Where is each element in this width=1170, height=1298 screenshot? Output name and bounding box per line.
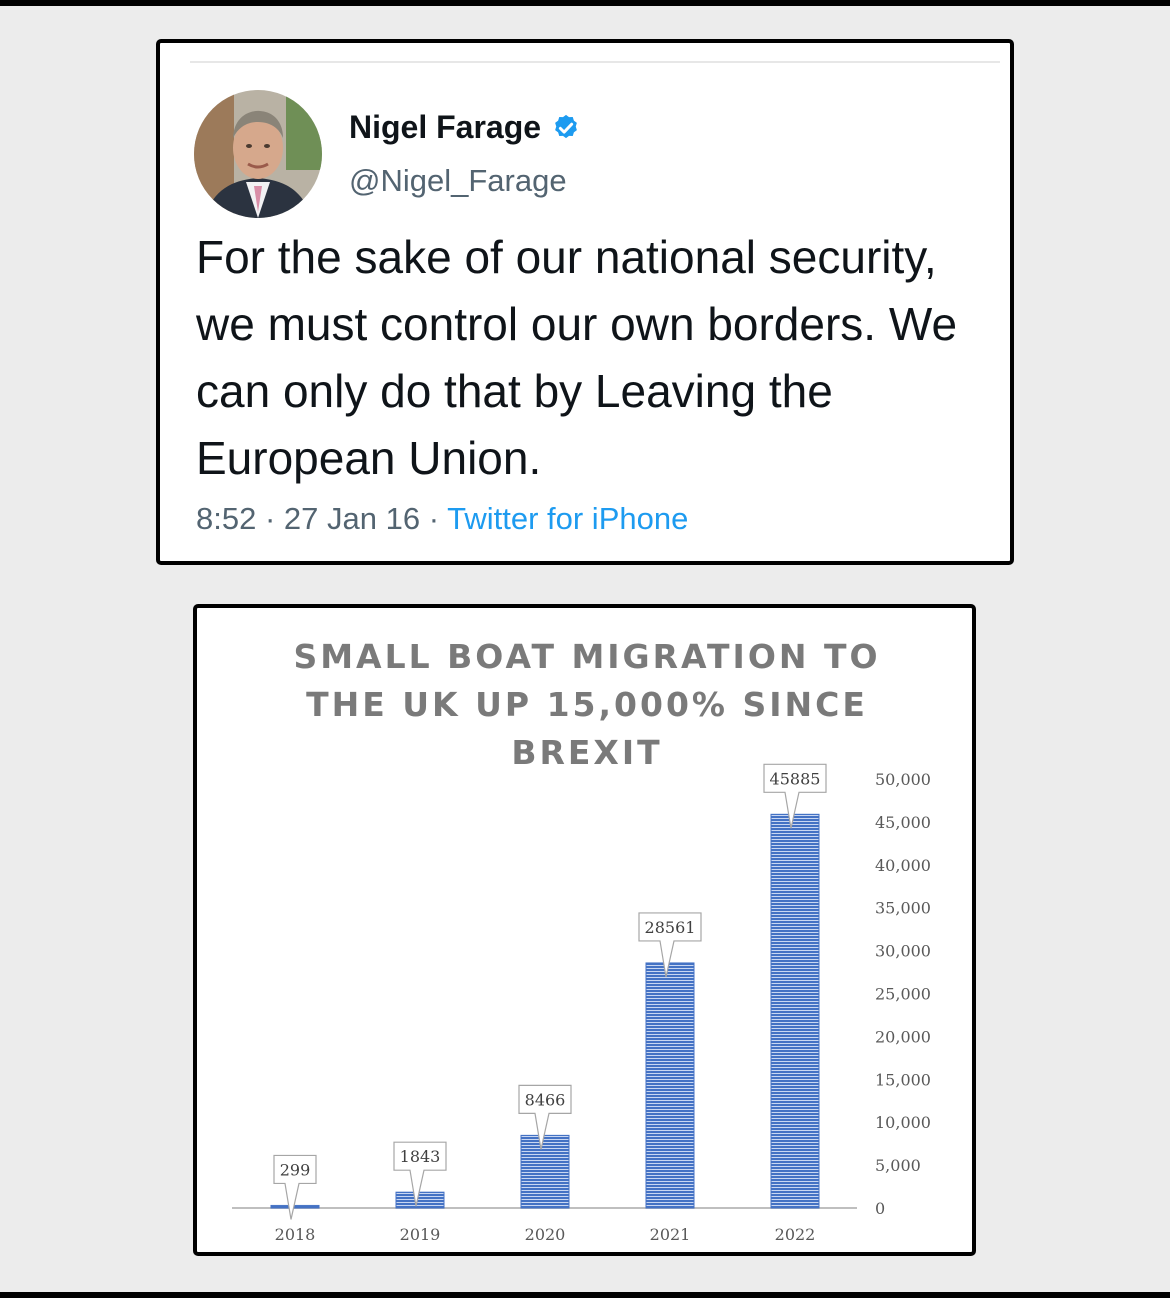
display-name-text: Nigel Farage xyxy=(349,109,542,145)
bar-2022 xyxy=(771,814,819,1208)
x-tick-label: 2020 xyxy=(524,1225,566,1244)
y-tick-label: 30,000 xyxy=(875,941,931,961)
x-tick-label: 2018 xyxy=(274,1225,316,1244)
avatar-photo xyxy=(194,90,322,218)
bar-2021 xyxy=(646,963,694,1208)
bar-2019 xyxy=(396,1192,444,1208)
data-label: 8466 xyxy=(524,1090,566,1110)
tweet-time[interactable]: 8:52 xyxy=(196,501,257,536)
y-tick-label: 50,000 xyxy=(875,770,931,789)
y-tick-label: 20,000 xyxy=(875,1027,931,1047)
tweet-source-link[interactable]: Twitter for iPhone xyxy=(447,501,689,536)
data-label: 1843 xyxy=(399,1147,441,1167)
top-border-strip xyxy=(0,0,1170,6)
bottom-border-strip xyxy=(0,1292,1170,1298)
data-label: 28561 xyxy=(644,917,696,937)
chart-card xyxy=(193,604,976,1256)
chart-title: SMALL BOAT MIGRATION TO THE UK UP 15,000% SINCE BREXIT xyxy=(293,637,881,772)
tweet-date[interactable]: 27 Jan 16 xyxy=(283,501,421,536)
y-tick-label: 35,000 xyxy=(875,898,931,918)
y-tick-label: 5,000 xyxy=(875,1156,921,1176)
x-tick-label: 2019 xyxy=(399,1225,441,1244)
bar-chart xyxy=(197,608,972,1252)
y-tick-label: 45,000 xyxy=(875,812,931,832)
verified-badge-icon xyxy=(551,113,581,143)
y-tick-label: 15,000 xyxy=(875,1070,931,1090)
meta-separator: · xyxy=(428,501,440,536)
meta-separator: · xyxy=(264,501,276,536)
bar-2018 xyxy=(271,1205,319,1208)
y-tick-label: 0 xyxy=(875,1199,886,1218)
bar-2020 xyxy=(521,1135,569,1208)
tweet-text: For the sake of our national security, we must control our own borders. We can only do that by Leaving the European Union. xyxy=(196,231,958,484)
x-tick-label: 2022 xyxy=(774,1225,816,1244)
data-label: 299 xyxy=(279,1160,311,1180)
y-tick-label: 40,000 xyxy=(875,855,931,875)
y-tick-label: 25,000 xyxy=(875,984,931,1004)
y-tick-label: 10,000 xyxy=(875,1113,931,1133)
data-label: 45885 xyxy=(769,769,821,789)
tweet-divider xyxy=(190,61,1000,63)
display-name[interactable] xyxy=(349,109,581,146)
tweet-card xyxy=(156,39,1014,565)
user-handle[interactable]: @Nigel_Farage xyxy=(349,163,567,198)
avatar[interactable] xyxy=(194,90,322,218)
x-tick-label: 2021 xyxy=(649,1225,691,1244)
tweet-metadata xyxy=(196,501,688,537)
